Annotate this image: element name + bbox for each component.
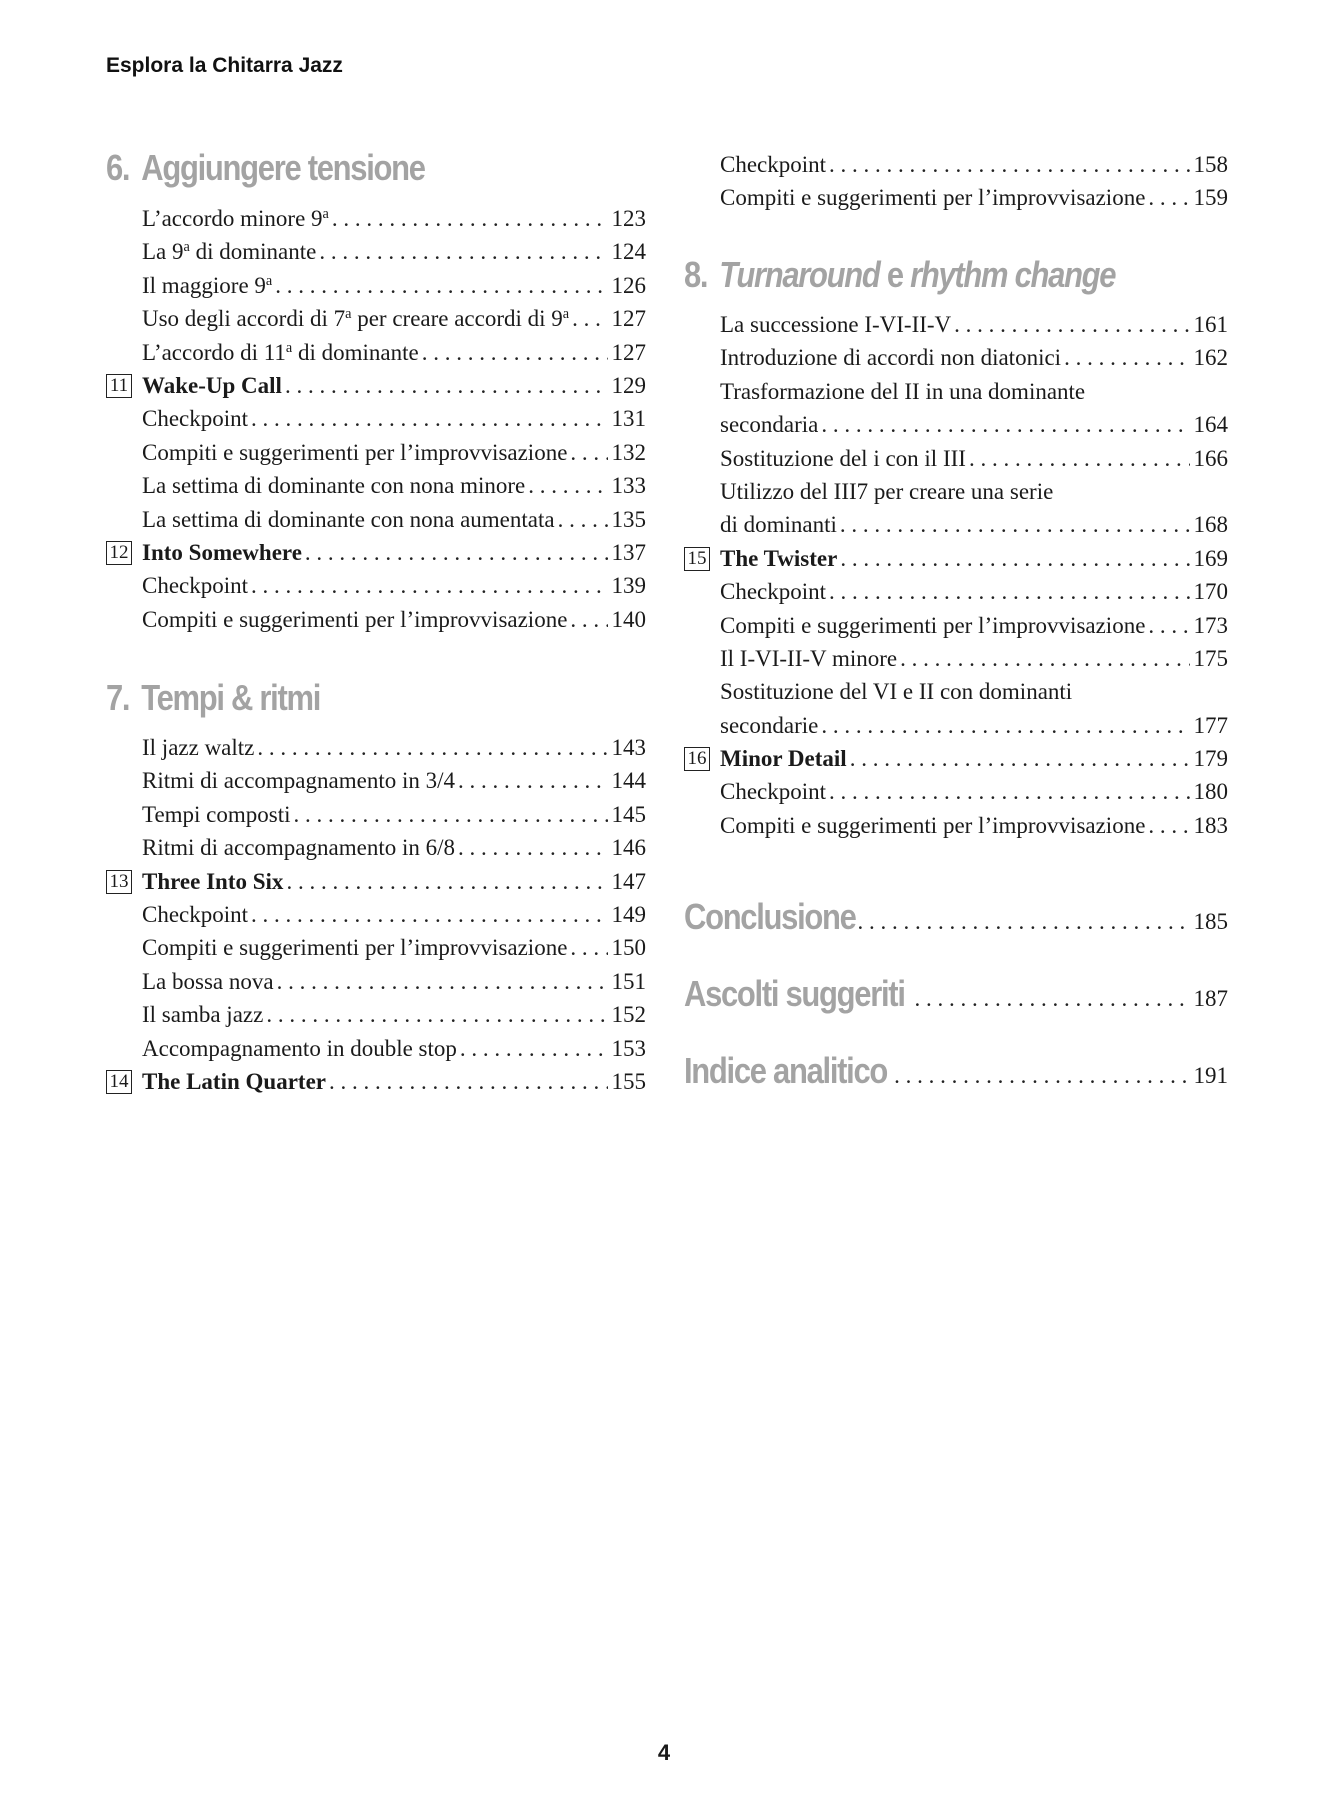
entry-title: Checkpoint (720, 148, 829, 181)
chapter-title: Tempi & ritmi (141, 677, 321, 718)
toc-entry[interactable] (142, 731, 646, 764)
dot-leader (850, 742, 1190, 775)
dot-leader (821, 408, 1189, 441)
entry-title: La 9$^a$ di dominante (142, 235, 319, 268)
running-head: Esplora la Chitarra Jazz (106, 54, 343, 77)
dot-leader (319, 235, 607, 268)
dot-leader (558, 503, 608, 536)
entry-title: Three Into Six (142, 865, 286, 898)
toc-entry-track[interactable] (687, 742, 1228, 775)
entry-title: La successione I-VI-II-V (720, 308, 954, 341)
entry-title: La settima di dominante con nona aumentata (142, 503, 558, 536)
chapter-title-italic: Turnaround (719, 254, 880, 295)
toc-entry[interactable] (720, 408, 1228, 441)
chapter-title: Aggiungere tensione (141, 147, 425, 188)
dot-leader (829, 148, 1189, 181)
toc-entry[interactable] (720, 181, 1228, 214)
entry-title: Il maggiore 9$^a$ (142, 269, 275, 302)
toc-entry-track[interactable] (109, 1065, 646, 1098)
toc-entry[interactable] (142, 965, 646, 998)
dot-leader (285, 369, 608, 402)
toc-entry-first-line[interactable] (720, 375, 1228, 408)
entry-page: 151 (611, 968, 646, 994)
entry-title: Il samba jazz (142, 998, 266, 1031)
entry-title: Compiti e suggerimenti per l’improvvisazione (142, 931, 570, 964)
entry-title: Il I-VI-II-V minore (720, 642, 900, 675)
toc-entry[interactable] (720, 809, 1228, 842)
entry-title: Compiti e suggerimenti per l’improvvisazione (142, 436, 570, 469)
entry-page: 173 (1193, 612, 1228, 638)
toc-entry[interactable] (142, 603, 646, 636)
dot-leader (829, 575, 1189, 608)
section-title: Indice analitico (684, 1050, 888, 1091)
toc-entry[interactable] (142, 336, 646, 369)
section-title: Conclusione (684, 896, 856, 937)
dot-leader (458, 764, 608, 797)
dot-leader (1148, 609, 1189, 642)
entry-page: 179 (1193, 746, 1228, 772)
toc-entry[interactable] (142, 764, 646, 797)
toc-entry[interactable] (720, 308, 1228, 341)
entry-title: Checkpoint (720, 775, 829, 808)
entry-page: 164 (1193, 412, 1228, 438)
dot-leader (829, 775, 1189, 808)
chapter-title-join: e (879, 254, 911, 295)
dot-leader (460, 1032, 608, 1065)
entry-page: 127 (611, 306, 646, 332)
chapter-7-entries (109, 731, 646, 1098)
entry-title: Into Somewhere (142, 536, 305, 569)
entry-page: 191 (1193, 1063, 1228, 1088)
entry-page: 131 (611, 406, 646, 432)
dot-leader (570, 603, 607, 636)
entry-title: Ritmi di accompagnamento in 6/8 (142, 831, 458, 864)
toc-entry[interactable] (142, 798, 646, 831)
entry-page: 146 (611, 835, 646, 861)
entry-page: 158 (1193, 152, 1228, 177)
dot-leader (1148, 181, 1189, 214)
dot-leader (570, 931, 607, 964)
dot-leader (332, 202, 608, 235)
entry-title-line1: Sostituzione del VI e II con dominanti (720, 675, 1072, 708)
entry-page: 149 (611, 901, 646, 927)
toc-entry[interactable] (142, 503, 646, 536)
toc-entry-first-line[interactable] (720, 475, 1228, 508)
toc-entry-track[interactable] (109, 369, 646, 402)
toc-entry[interactable] (720, 508, 1228, 541)
entry-title-line1: Trasformazione del II in una dominante (720, 375, 1085, 408)
toc-entry[interactable] (720, 341, 1228, 374)
toc-entry[interactable] (720, 775, 1228, 808)
entry-page: 185 (1193, 909, 1228, 934)
entry-title: L’accordo di 11$^a$ di dominante (142, 336, 422, 369)
track-number-box: 16 (684, 747, 710, 771)
chapter-number: 7. (106, 677, 130, 718)
entry-title: Ritmi di accompagnamento in 3/4 (142, 764, 458, 797)
entry-title: Checkpoint (720, 575, 829, 608)
toc-entry[interactable] (142, 302, 646, 335)
entry-page: 169 (1193, 545, 1228, 571)
toc-entry[interactable] (720, 709, 1228, 742)
entry-page: 170 (1193, 579, 1228, 605)
toc-entry-ascolti[interactable] (684, 973, 1228, 1015)
toc-entry[interactable] (142, 569, 646, 602)
entry-title: Checkpoint (142, 569, 251, 602)
chapter-6-heading[interactable] (106, 148, 425, 188)
chapter-8-entries (687, 308, 1228, 842)
entry-page: 161 (1193, 312, 1228, 337)
toc-entry[interactable] (142, 998, 646, 1031)
toc-entry[interactable] (720, 642, 1228, 675)
entry-page: 145 (611, 801, 646, 827)
dot-leader (251, 402, 607, 435)
entry-page: 132 (611, 439, 646, 465)
track-number-box: 15 (684, 547, 710, 571)
toc-entry[interactable] (142, 269, 646, 302)
entry-page: 139 (611, 573, 646, 599)
entry-page: 135 (611, 506, 646, 532)
entry-page: 143 (611, 735, 646, 760)
entry-page: 162 (1193, 345, 1228, 371)
dot-leader (840, 542, 1189, 575)
entry-page: 124 (611, 239, 646, 265)
entry-page: 133 (611, 473, 646, 499)
dot-leader (257, 731, 607, 764)
entry-title: Tempi composti (142, 798, 294, 831)
track-number-box: 12 (106, 541, 132, 565)
entry-page: 144 (611, 768, 646, 794)
entry-page: 126 (611, 272, 646, 298)
entry-title: La settima di dominante con nona minore (142, 469, 528, 502)
toc-entry-first-line[interactable] (720, 675, 1228, 708)
entry-title: Compiti e suggerimenti per l’improvvisazione (720, 181, 1148, 214)
dot-leader (275, 269, 607, 302)
dot-leader (840, 508, 1190, 541)
entry-title: Il jazz waltz (142, 731, 257, 764)
dot-leader (251, 898, 607, 931)
toc-entry[interactable] (142, 202, 646, 235)
chapter-7-continued-entries (720, 148, 1228, 215)
dot-leader (969, 442, 1190, 475)
entry-title: Compiti e suggerimenti per l’improvvisazione (720, 809, 1148, 842)
toc-entry[interactable] (142, 931, 646, 964)
dot-leader (266, 998, 607, 1031)
entry-page: 183 (1193, 812, 1228, 838)
dot-leader (294, 798, 608, 831)
toc-entry-conclusione[interactable] (684, 896, 1228, 938)
entry-title: La bossa nova (142, 965, 277, 998)
dot-leader (821, 709, 1189, 742)
entry-page: 175 (1193, 645, 1228, 671)
entry-title: Checkpoint (142, 898, 251, 931)
toc-entry[interactable] (142, 1032, 646, 1065)
toc-entry[interactable] (720, 575, 1228, 608)
dot-leader (286, 865, 607, 898)
toc-entry[interactable] (142, 402, 646, 435)
entry-title: secondarie (720, 709, 821, 742)
track-number-box: 13 (106, 870, 132, 894)
chapter-title-italic: rhythm change (910, 254, 1116, 295)
toc-entry[interactable] (720, 442, 1228, 475)
entry-page: 155 (611, 1068, 646, 1094)
entry-title: Uso degli accordi di 7$^a$ per creare accordi di 9$^a$ (142, 302, 572, 335)
entry-page: 187 (1193, 986, 1228, 1011)
toc-entry[interactable] (142, 469, 646, 502)
entry-page: 127 (611, 339, 646, 365)
dot-leader (915, 986, 1190, 1012)
entry-page: 137 (611, 539, 646, 565)
toc-entry[interactable] (142, 898, 646, 931)
chapter-number: 8. (684, 254, 708, 295)
dot-leader (251, 569, 607, 602)
entry-title: L’accordo minore 9$^a$ (142, 202, 332, 235)
entry-page: 166 (1193, 445, 1228, 471)
dot-leader (894, 1063, 1189, 1089)
dot-leader (458, 831, 608, 864)
toc-entry-track[interactable] (109, 865, 646, 898)
entry-page: 177 (1193, 712, 1228, 738)
toc-entry[interactable] (720, 148, 1228, 181)
dot-leader (528, 469, 607, 502)
dot-leader (570, 436, 607, 469)
chapter-6-entries (109, 202, 646, 636)
entry-page: 153 (611, 1035, 646, 1061)
entry-title: Compiti e suggerimenti per l’improvvisazione (720, 609, 1148, 642)
entry-title: Compiti e suggerimenti per l’improvvisazione (142, 603, 570, 636)
toc-entry[interactable] (142, 235, 646, 268)
entry-title: Checkpoint (142, 402, 251, 435)
dot-leader (954, 308, 1189, 341)
page-number: 4 (657, 1740, 671, 1765)
dot-leader (305, 536, 608, 569)
entry-page: 129 (611, 372, 646, 398)
entry-page: 152 (611, 1002, 646, 1028)
entry-page: 140 (611, 606, 646, 632)
entry-page: 159 (1193, 185, 1228, 211)
toc-entry[interactable] (142, 831, 646, 864)
section-title: Ascolti suggeriti (684, 973, 905, 1014)
track-number-box: 11 (106, 374, 132, 398)
dot-leader (1064, 341, 1189, 374)
entry-title: The Twister (720, 542, 840, 575)
dot-leader (329, 1065, 608, 1098)
entry-title: The Latin Quarter (142, 1065, 329, 1098)
dot-leader (1148, 809, 1189, 842)
chapter-8-heading[interactable] (684, 255, 1115, 295)
toc-entry-indice[interactable] (684, 1050, 1228, 1092)
dot-leader (277, 965, 608, 998)
entry-page: 180 (1193, 779, 1228, 805)
entry-title: Introduzione di accordi non diatonici (720, 341, 1064, 374)
entry-page: 123 (611, 206, 646, 231)
entry-title: Accompagnamento in double stop (142, 1032, 460, 1065)
entry-title: di dominanti (720, 508, 840, 541)
toc-entry[interactable] (142, 436, 646, 469)
toc-entry[interactable] (720, 609, 1228, 642)
entry-title: Sostituzione del i con il III (720, 442, 969, 475)
toc-entry-track[interactable] (687, 542, 1228, 575)
chapter-number: 6. (106, 147, 130, 188)
entry-title-line1: Utilizzo del III7 per creare una serie (720, 475, 1053, 508)
dot-leader (572, 302, 607, 335)
entry-page: 168 (1193, 512, 1228, 538)
dot-leader (422, 336, 608, 369)
chapter-7-heading[interactable] (106, 678, 320, 718)
entry-page: 150 (611, 935, 646, 961)
dot-leader (900, 642, 1189, 675)
dot-leader (858, 909, 1190, 935)
entry-title: Minor Detail (720, 742, 850, 775)
track-number-box: 14 (106, 1070, 132, 1094)
entry-page: 147 (611, 868, 646, 894)
toc-entry-track[interactable] (109, 536, 646, 569)
entry-title: Wake-Up Call (142, 369, 285, 402)
entry-title: secondaria (720, 408, 821, 441)
